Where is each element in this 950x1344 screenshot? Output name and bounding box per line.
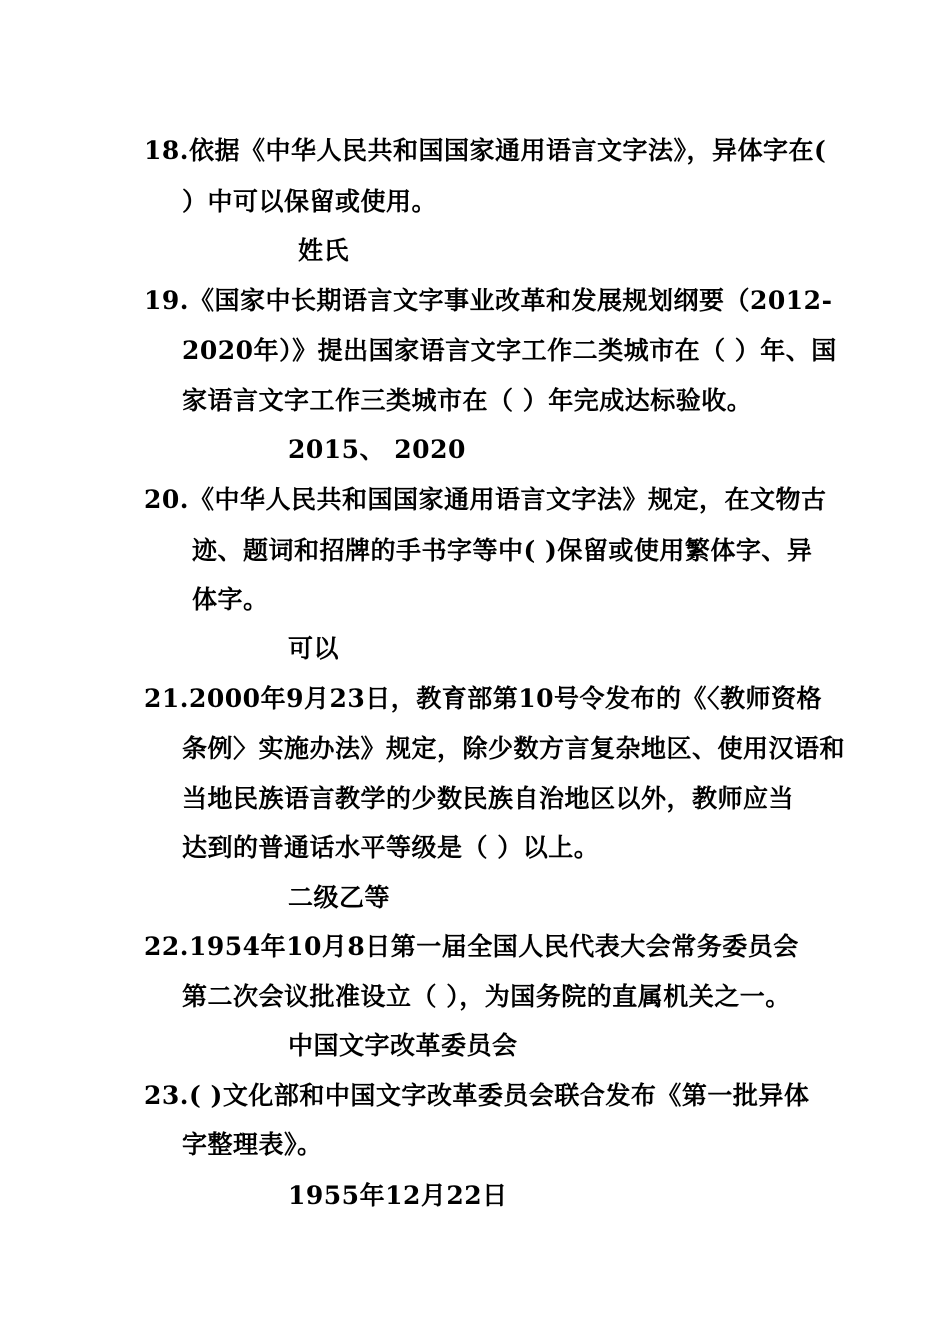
question-23-line-2: 字整理表》。: [182, 1130, 323, 1159]
question-18-line-2: ）中可以保留或使用。: [182, 187, 438, 216]
question-19-line-1: 19.《国家中长期语言文字事业改革和发展规划纲要（2012-: [144, 286, 833, 315]
question-23-answer: 1955年12月22日: [288, 1181, 508, 1210]
question-21-answer: 二级乙等: [288, 883, 391, 912]
question-20-answer: 可以: [288, 634, 340, 663]
question-22-line-1: 22.1954年10月8日第一届全国人民代表大会常务委员会: [144, 932, 799, 961]
question-21-line-2: 条例〉实施办法》规定，除少数方言复杂地区、使用汉语和: [182, 734, 846, 763]
question-19-line-2: 2020年）》提出国家语言文字工作二类城市在（ ）年、国: [182, 336, 837, 365]
question-18-line-1: 18.依据《中华人民共和国国家通用语言文字法》，异体字在(: [144, 136, 827, 165]
question-21-line-3: 当地民族语言教学的少数民族自治地区以外，教师应当: [182, 784, 795, 813]
question-18-answer: 姓氏: [298, 236, 350, 265]
question-20-line-2: 迹、题词和招牌的手书字等中( )保留或使用繁体字、异: [192, 536, 813, 565]
question-21-line-1: 21.2000年9月23日，教育部第10号令发布的《〈教师资格: [144, 684, 823, 713]
question-20-line-1: 20.《中华人民共和国国家通用语言文字法》规定，在文物古: [144, 485, 827, 514]
question-19-line-3: 家语言文字工作三类城市在（ ）年完成达标验收。: [182, 386, 753, 415]
question-22-line-2: 第二次会议批准设立（ ），为国务院的直属机关之一。: [182, 982, 791, 1011]
question-23-line-1: 23.( )文化部和中国文字改革委员会联合发布《第一批异体: [144, 1081, 810, 1110]
question-22-answer: 中国文字改革委员会: [288, 1031, 518, 1060]
question-20-line-3: 体字。: [192, 585, 269, 614]
question-21-line-4: 达到的普通话水平等级是（ ）以上。: [182, 833, 600, 862]
question-19-answer: 2015、 2020: [288, 435, 466, 464]
